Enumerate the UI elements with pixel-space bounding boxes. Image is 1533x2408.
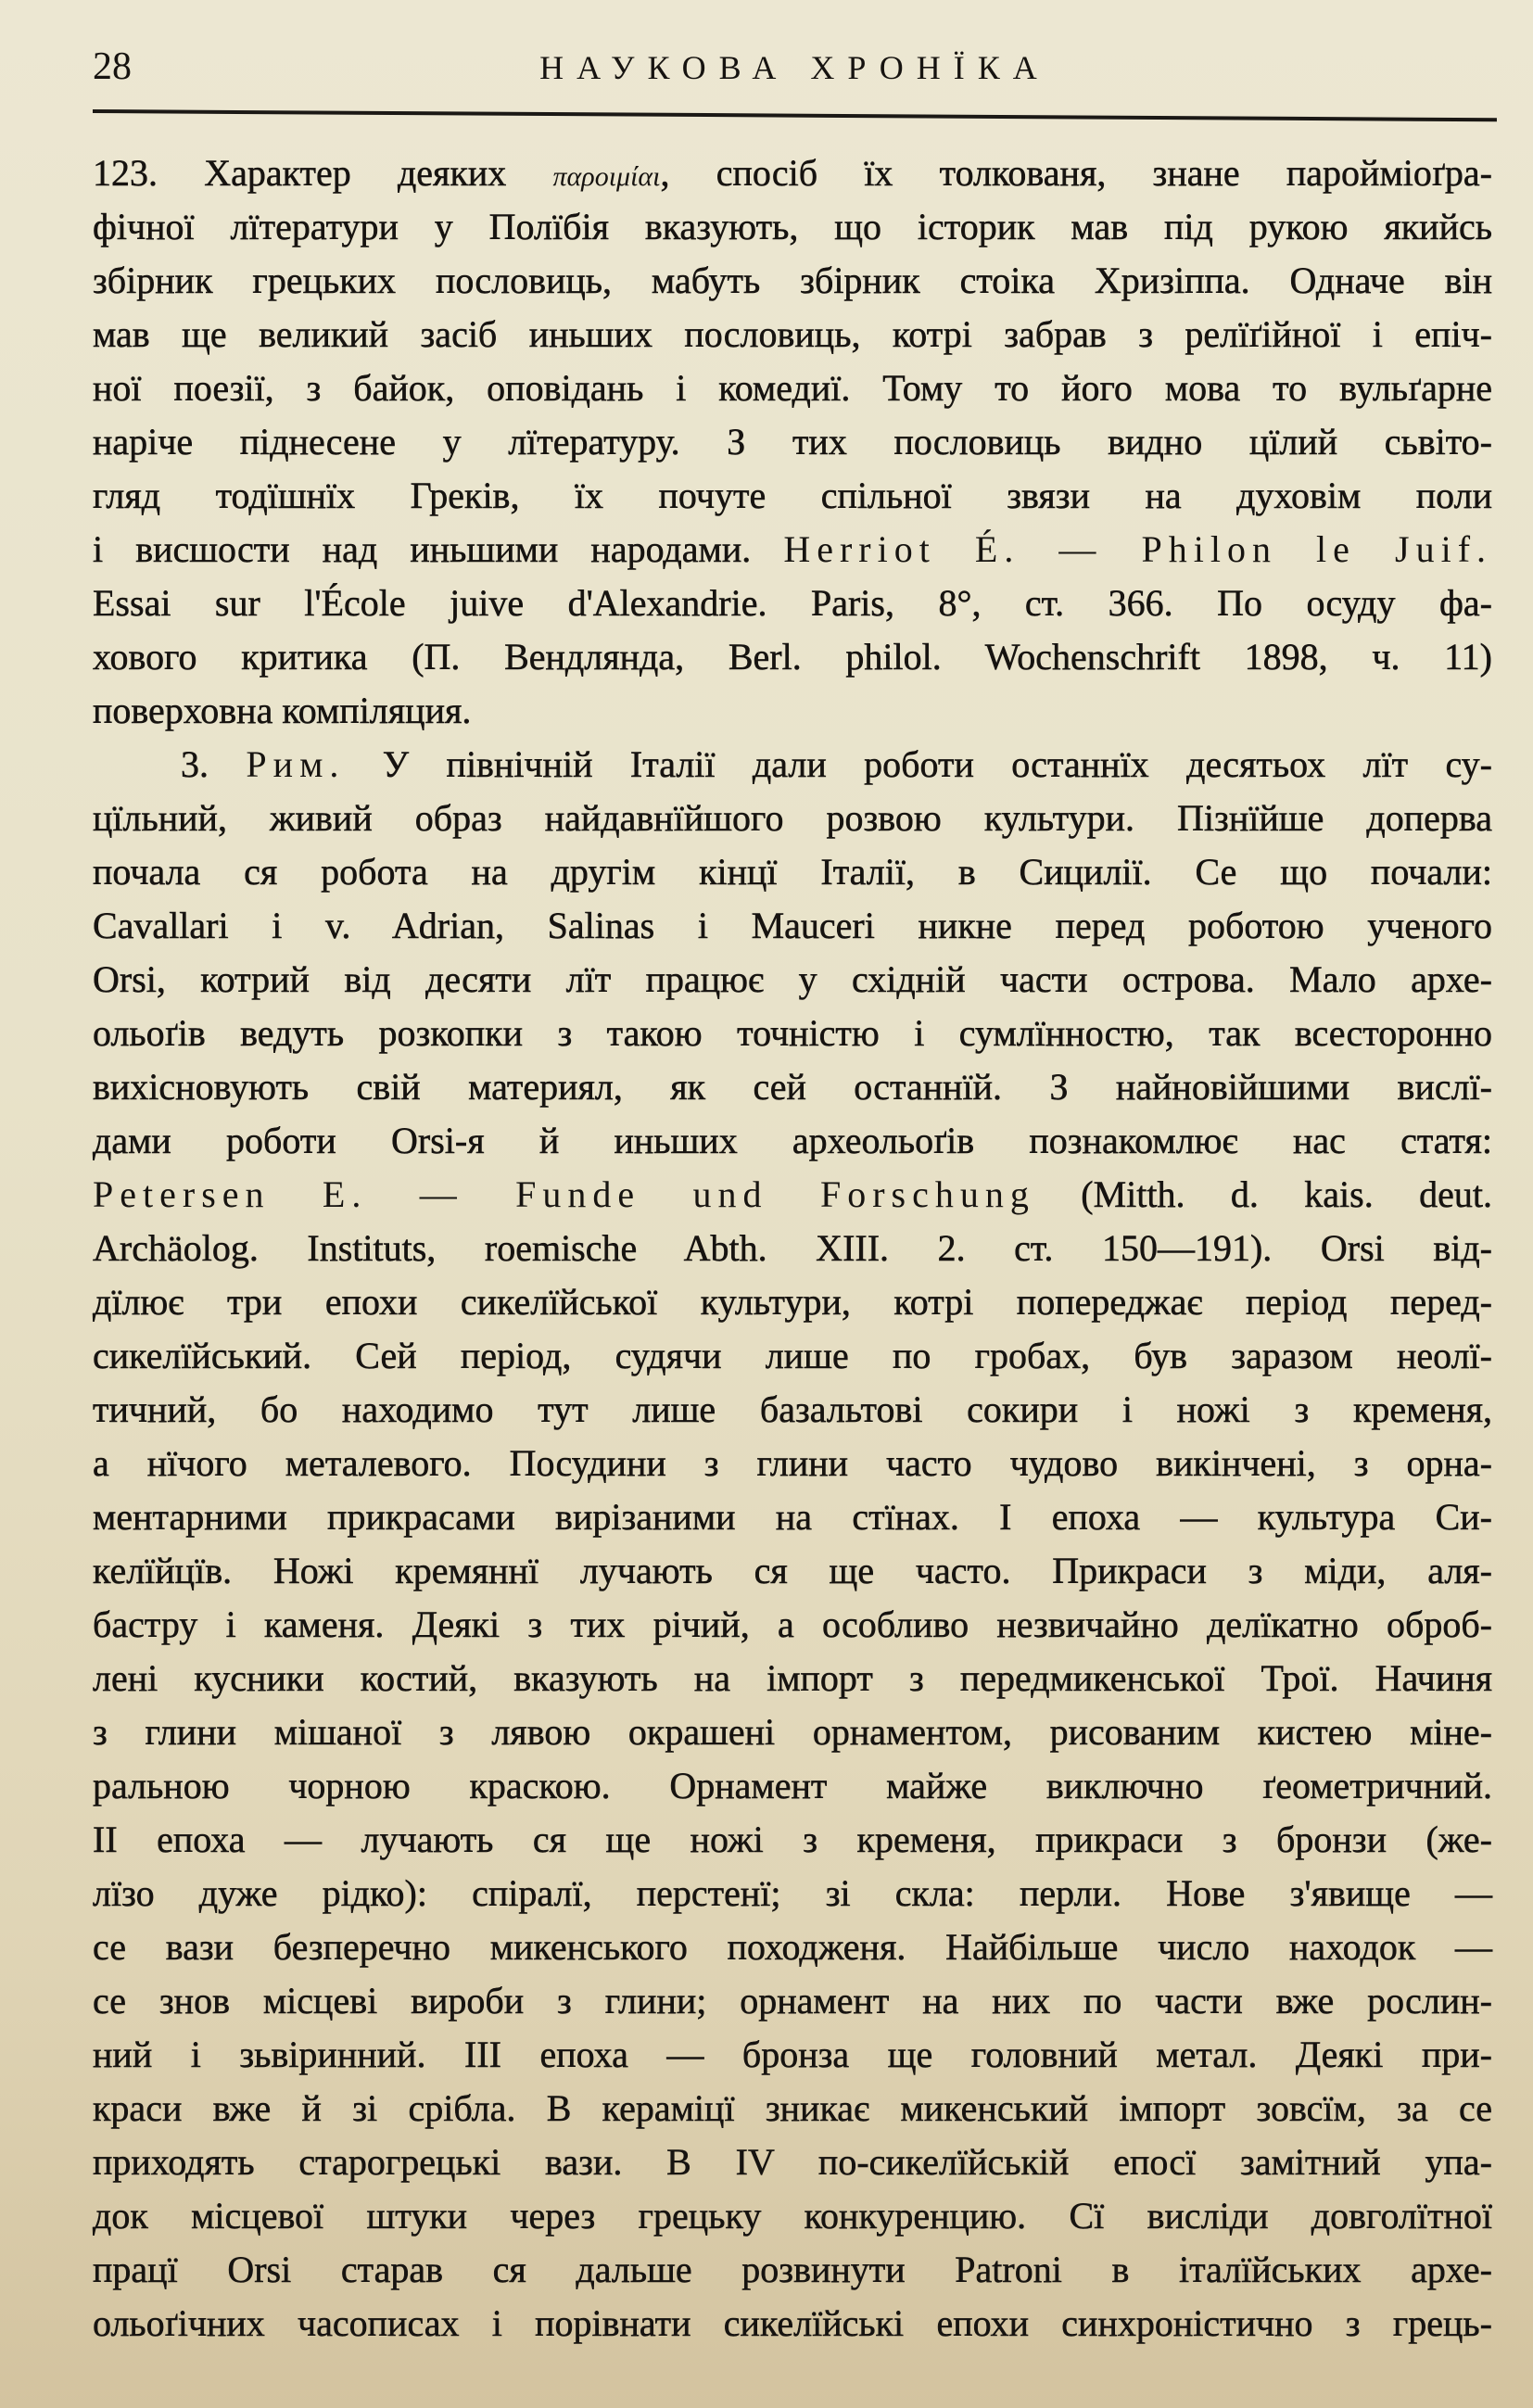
text-line: дїлює три епохи сикелїйської культури, котрі попереджає період перед- [93,1281,1492,1323]
text-line: працї Orsi старав ся дальше розвинути Patroni в італїйських архе- [93,2249,1492,2290]
text-line: келїйцїв. Ножі кремяннї лучають ся ще часто. Прикраси з міди, аля- [93,1550,1492,1591]
text-line: а нїчого металевого. Посудини з глини часто чудово викінчені, з орна- [93,1442,1492,1484]
article-body [93,146,1492,2351]
text-line: Archäolog. Instituts, roemische Abth. XIII. 2. ст. 150—191). Orsi від- [93,1227,1492,1269]
text-line: поверховна компіляция. [93,690,472,731]
text-line: цїльний, живий образ найдавнїйшого розвою культури. Пізнїйше доперва [93,797,1492,839]
running-title: НАУКОВА ХРОНЇКА [539,49,1050,86]
text-line [93,146,1492,200]
text-line: лені кусники костий, вказують на імпорт з передмикенської Трої. Начиня [93,1657,1492,1699]
text-line: збірник грецьких пословиць, мабуть збірник стоіка Хризіппа. Одначе він [93,260,1492,301]
text-segment: 123. Характер деяких [93,152,553,194]
text-line: бастру і каменя. Деякі з тих річий, а особливо незвичайно делїкатно оброб- [93,1603,1492,1645]
text-line: фічної лїтератури у Полїбія вказують, що історик мав під рукою якийсь [93,206,1492,247]
text-line: се вази безперечно микенського походженя. Найбільше число находок — [93,1926,1492,1968]
spaced-citation: Рим. [246,743,346,785]
paragraph [93,146,1492,738]
text-segment: (Mitth. d. kais. deut. [1034,1173,1493,1215]
text-segment: і висшости над иньшими народами. [93,528,784,570]
text-line [93,738,1492,792]
text-line: гляд тодїшнїх Греків, їх почуте спільної звязи на духовім поли [93,475,1492,516]
text-line: дами роботи Orsi-я й иньших археольоґів познакомлює нас статя: [93,1120,1492,1161]
text-segment: 3. [181,743,247,785]
text-line: хового критика (П. Вендлянда, Berl. philol. Wochenschrift 1898, ч. 11) [93,636,1492,678]
text-line: ної поезії, з байок, оповідань і комедиї. Тому то його мова то вульґарне [93,367,1492,409]
text-line: се знов місцеві вироби з глини; орнамент на них по части вже рослин- [93,1980,1492,2021]
text-line: наріче піднесене у лїтературу. З тих пословиць видно цїлий сьвіто- [93,421,1492,463]
text-line: тичний, бо находимо тут лише базальтові сокири і ножі з кременя, [93,1388,1492,1430]
text-line [93,523,1492,577]
text-segment: , спосіб їх толкованя, знане паройміоґра- [660,152,1492,194]
paragraph [93,738,1492,2351]
text-line: Essai sur l'École juive d'Alexandrie. Paris, 8°, ст. 366. По осуду фа- [93,582,1492,624]
text-line: почала ся робота на другім кінцї Італії, в Сицилії. Се що почали: [93,851,1492,893]
text-line: сикелїйський. Сей період, судячи лише по гробах, був заразом неолї- [93,1335,1492,1376]
page-number: 28 [93,45,132,88]
text-line: ольоґічних часописах і порівнати сикелїйські епохи синхроністично з грець- [93,2302,1492,2344]
text-line: приходять старогрецькі вази. В IV по-сикелїйській епосї замітний упа- [93,2141,1492,2183]
spaced-citation: Petersen E. — Funde und Forschung [93,1173,1035,1215]
text-line: мав ще великий засіб иньших пословиць, котрі забрав з релїґійної і епіч- [93,313,1492,355]
greek-term: παροιμίαι [552,161,661,192]
text-line: ральною чорною краскою. Орнамент майже виключно ґеометричний. [93,1765,1492,1806]
text-line: з глини мішаної з лявою окрашені орнаментом, рисованим кистею міне- [93,1711,1492,1753]
text-line: ний і зьвіринний. III епоха — бронза ще головний метал. Деякі при- [93,2034,1492,2075]
page-header [93,44,1497,100]
text-line: вихісновують свій материял, як сей останнїй. З найновійшими вислї- [93,1066,1492,1108]
text-line: лїзо дуже рідко): спіралї, перстенї; зі скла: перли. Нове з'явище — [93,1872,1492,1914]
text-line: ментарними прикрасами вирізаними на стїнах. I епоха — культура Си- [93,1496,1492,1538]
text-line: док місцевої штуки через грецьку конкуренцию. Сї висліди довголїтної [93,2195,1492,2237]
text-line [93,1168,1492,1222]
header-rule [93,109,1497,121]
text-line: краси вже й зі срібла. В кераміцї зникає микенський імпорт зовсїм, за се [93,2087,1492,2129]
text-line: II епоха — лучають ся ще ножі з кременя, прикраси з бронзи (же- [93,1819,1492,1860]
text-line: Cavallari i v. Adrian, Salinas i Mauceri никне перед роботою ученого [93,905,1492,946]
spaced-citation: Herriot É. — Philon le Juif. [783,528,1493,570]
text-line: Orsi, котрий від десяти лїт працює у східній части острова. Мало архе- [93,958,1492,1000]
text-line: ольоґів ведуть розкопки з такою точністю і сумлїнностю, так всесторонно [93,1012,1492,1054]
text-segment: У північній Італії дали роботи останнїх десятьох лїт су- [345,743,1493,785]
